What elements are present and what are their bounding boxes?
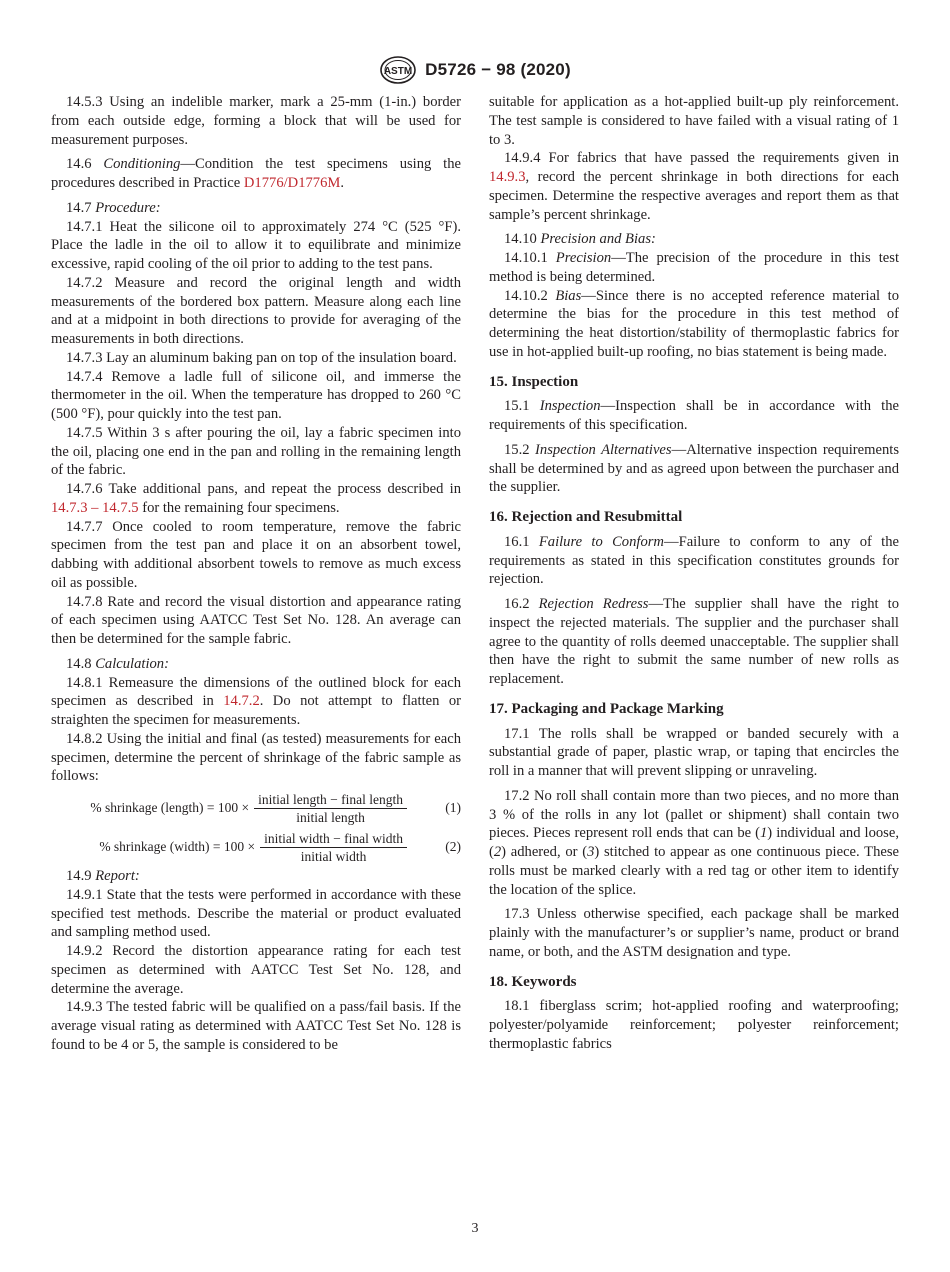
page-header <box>0 55 950 85</box>
section-heading-17: 17. Packaging and Package Marking <box>489 700 724 717</box>
para-14-8-1: 14.8.1 Remeasure the dimensions of the outlined block for each specimen as described in 14.7.2. Do not attempt to flatten or straighten the specimen for measurements. <box>51 674 461 728</box>
page-number: 3 <box>471 1221 479 1236</box>
para-14-8-2: 14.8.2 Using the initial and final (as tested) measurements for each specimen, determine the percent of shrinkage of the fabric sample as follows: <box>51 730 461 785</box>
equation-2: % shrinkage (width) = 100 × $\frac{\text{initial width − final width}}{\text{initial width}}$ (2) <box>99 830 461 864</box>
para-14-10-1: 14.10.1 Precision—The precision of the procedure in this test method is being determined. <box>489 250 900 285</box>
para-14-9-2: 14.9.2 Record the distortion appearance rating for each test specimen as determined with AATCC Test Set No. 128, and determine the average. <box>51 943 461 997</box>
para-15-2: 15.2 Inspection Alternatives—Alternative inspection requirements shall be determined by and as agreed upon between the purchaser and the supplier. <box>489 441 899 496</box>
para-18-1: 18.1 fiberglass scrim; hot-applied roofing and waterproofing; polyester/polyamide reinforcement; polyester reinforcement; thermoplastic fabrics <box>489 998 899 1052</box>
ref-link-d1776[interactable]: D1776/D1776M <box>243 175 341 191</box>
para-14-9: 14.9 Report: <box>66 868 140 884</box>
para-17-3: 17.3 Unless otherwise specified, each package shall be marked plainly with the manufacturer’s or supplier’s name, product or brand name, or both, and the ASTM designation and type. <box>489 906 899 960</box>
para-14-6: 14.6 Conditioning—Condition the test specimens using the procedures described in Practice D1776/D1776M. <box>51 156 461 191</box>
para-14-9-4: 14.9.4 For fabrics that have passed the requirements given in 14.9.3, record the percent shrinkage in both directions for each specimen. Determine the respective averages and report them as that sample’s percent shrinkage. <box>489 150 899 223</box>
para-16-1: 16.1 Failure to Conform—Failure to conform to any of the requirements as stated in this specification constitutes grounds for rejection. <box>489 533 900 588</box>
para-14-7-8: 14.7.8 Rate and record the visual distortion and appearance rating of each specimen using AATCC Test Set No. 128. An average can then be determined for the sample fabric. <box>51 593 461 647</box>
para-14-5-3: 14.5.3 Using an indelible marker, mark a 25-mm (1-in.) border from each outside edge, forming a block that will be used for measurement purposes. <box>51 94 461 148</box>
para-14-7-7: 14.7.7 Once cooled to room temperature, remove the fabric specimen from the test pan and place it on an absorbent towel, dabbing with additional absorbent towels to remove as much excess oil as possible. <box>51 518 461 591</box>
ref-link-14-7-2[interactable]: 14.7.2 <box>223 693 260 710</box>
para-14-10-2: 14.10.2 Bias—Since there is no accepted reference material to determine the bias for the procedure in this test method of determining the heat distortion/stability of thermoplastic fabrics for use in hot-applied built-up roofing, no bias statement is being made. <box>489 287 899 360</box>
para-17-2: 17.2 No roll shall contain more than two pieces, and no more than 3 % of the rolls in any lot (pallet or shipment) shall contain two pieces. Pieces represent roll ends that can be (1) individual and loose, (2) adhered, or (3) stitched to appear as one continuous piece. These rolls must be marked clearly with a red tag or other item to identify the location of the splice. <box>489 787 899 898</box>
section-heading-16: 16. Rejection and Resubmittal <box>489 509 683 525</box>
para-16-2: 16.2 Rejection Redress—The supplier shall have the right to inspect the rejected materials. The supplier and the purchaser shall agree to the quantity of rolls deemed unacceptable. The supplier shall then have the right to submit the same number of new rolls as replacement. <box>489 596 900 687</box>
equation-1: % shrinkage (length) = 100 × $\frac{\text{initial length − final length}}{\text{initial length}}$ (1) <box>90 791 461 825</box>
para-14-7-4: 14.7.4 Remove a ladle full of silicone oil, and immerse the thermometer in the oil. When the temperature has dropped to 260 °C (500 °F), pour quickly into the test pan. <box>51 368 461 422</box>
para-14-10: 14.10 Precision and Bias: <box>504 231 656 248</box>
para-14-8: 14.8 Calculation: <box>66 655 169 672</box>
para-14-7-2: 14.7.2 Measure and record the original length and width measurements of the bordered box pattern. Measure along each line and at a midpoint in both directions to provide for averaging of the measurements in both directions. <box>51 274 461 347</box>
svg-text:ASTM: ASTM <box>384 66 413 77</box>
right-column <box>489 93 899 1054</box>
astm-logo-icon <box>379 55 417 85</box>
para-14-9-1: 14.9.1 State that the tests were performed in accordance with these specified test methods. Describe the material or product evaluated and sampling method used. <box>51 886 461 941</box>
para-14-7-3: 14.7.3 Lay an aluminum baking pan on top of the insulation board. <box>66 349 457 366</box>
para-14-7-1: 14.7.1 Heat the silicone oil to approximately 274 °C (525 °F). Place the ladle in the oil to allow it to equilibrate and minimize excessive, rapid cooling of the oil prior to adding to the test pans. <box>51 218 461 272</box>
section-heading-15: 15. Inspection <box>489 373 579 390</box>
para-14-7-6: 14.7.6 Take additional pans, and repeat the process described in 14.7.3 – 14.7.5 for the remaining four specimens. <box>51 481 461 516</box>
para-14-9-3: 14.9.3 The tested fabric will be qualified on a pass/fail basis. If the average visual rating as determined with AATCC Test Set No. 128 is found to be 4 or 5, the sample is considered to be <box>51 999 461 1053</box>
para-14-7-5: 14.7.5 Within 3 s after pouring the oil, lay a fabric specimen into the oil, placing one end in the pan and rolling in the remaining length of the fabric. <box>51 424 461 479</box>
para-14-9-3-cont: suitable for application as a hot-applied built-up ply reinforcement. The test sample is considered to have failed with a visual rating of 1 to 3. <box>489 94 899 148</box>
section-heading-18: 18. Keywords <box>489 973 577 990</box>
document-designation: D5726 − 98 (2020) <box>425 60 571 79</box>
ref-link-14-9-3[interactable]: 14.9.3 <box>489 169 526 185</box>
para-14-7: 14.7 Procedure: <box>66 199 161 216</box>
para-15-1: 15.1 Inspection—Inspection shall be in accordance with the requirements of this specification. <box>489 398 900 433</box>
ref-link-14-7-3[interactable]: 14.7.3 – 14.7.5 <box>51 499 139 516</box>
para-17-1: 17.1 The rolls shall be wrapped or banded securely with a substantial grade of paper, plastic wrap, or taping that encircles the roll in a manner that will prevent slipping or unraveling. <box>489 725 899 779</box>
left-column <box>51 93 461 1055</box>
